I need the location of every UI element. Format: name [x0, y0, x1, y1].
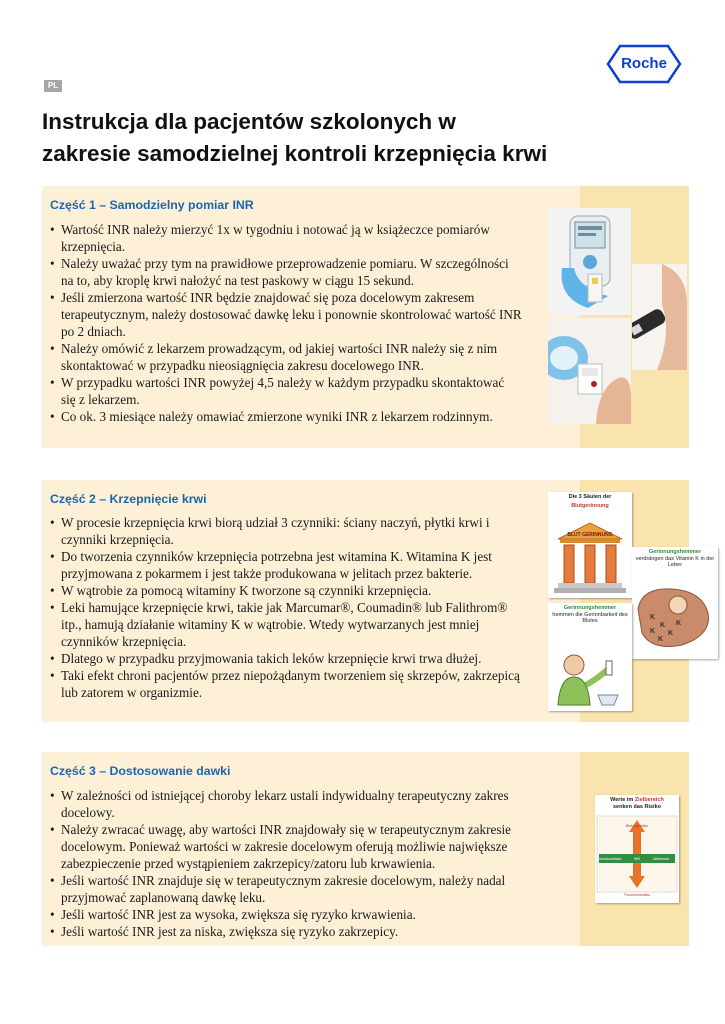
title-line-2: zakresie samodzielnej kontroli krzepnięcia krwi	[42, 141, 548, 166]
section-3-bullets	[50, 787, 565, 940]
pediment-label: BLUT GERINNUNG	[567, 532, 613, 538]
risk-scale-illustration-icon	[595, 810, 679, 898]
section-3	[42, 752, 689, 946]
title-line-1: Instrukcja dla pacjentów szkolonych w	[42, 109, 456, 134]
svg-text:K: K	[660, 621, 666, 629]
svg-text:K: K	[650, 627, 656, 635]
svg-text:K: K	[650, 613, 656, 621]
brochure-target-range	[595, 795, 679, 903]
bullet-item: • Co ok. 3 miesiące należy omawiać zmierzone wyniki INR z lekarzem rodzinnym.	[50, 408, 522, 425]
bottom-risk-label: Thromboserisiko	[623, 893, 651, 897]
patient-illustration-icon	[548, 625, 632, 711]
bullet-item: • Należy zwracać uwagę, aby wartości INR znajdowały się w terapeutycznym zakresie docelowym. Ponieważ wartości w zakresie docelowym oferują możliwie największe zabezpieczenie przed wystąpieniem zakrzepicy/zatoru lub krwawienia.	[50, 821, 565, 872]
section-1-bullets	[50, 221, 522, 425]
brochure-subtitle: verdrängen das Vitamin K in der Leber	[635, 555, 715, 568]
roche-logo	[606, 44, 682, 84]
section-3-title: Część 3 – Dostosowanie dawki	[50, 764, 231, 778]
bullet-item: • Leki hamujące krzepnięcie krwi, takie jak Marcumar®, Coumadin® lub Falithrom® itp., hamują działanie witaminy K w wątrobie. Wtedy wytwarzanych jest mniej czynników krzepnięcia.	[50, 599, 520, 650]
bullet-item: • Taki efekt chroni pacjentów przez niepożądanym tworzeniem się skrzepów, zakrzepicą lub zatorem w organizmie.	[50, 667, 520, 701]
language-badge: PL	[44, 80, 62, 92]
brochure-title: Gerinnungshemmer	[563, 605, 617, 611]
brochure-title: Die 3 Säulen der	[568, 494, 612, 500]
brochure-title: Gerinnungshemmer	[648, 549, 702, 555]
section-1-title: Część 1 – Samodzielny pomiar INR	[50, 198, 254, 212]
bullet-item: • Do tworzenia czynników krzepnięcia potrzebna jest witamina K. Witamina K jest przyjmowana z pokarmem i jest także produkowana w jelitach przez bakterie.	[50, 548, 520, 582]
brochure-three-pillars	[548, 492, 632, 598]
inr-meter-photo	[548, 208, 631, 315]
section-2-title: Część 2 – Krzepnięcie krwi	[50, 492, 207, 506]
brochure-title-highlight: Blutgerinnung	[571, 502, 609, 509]
bullet-item: • Jeśli zmierzona wartość INR będzie znajdować się poza docelowym zakresem terapeutycznym, należy dostosować dawkę leku i ponownie skontrolować wartość INR po 2 dniach.	[50, 289, 522, 340]
brochure-title-highlight: Zielbereich	[634, 797, 664, 803]
section-2-bullets	[50, 514, 520, 701]
bullet-item: • Dlatego w przypadku przyjmowania takich leków krzepnięcie krwi trwa dłużej.	[50, 650, 520, 667]
bullet-item: • W przypadku wartości INR powyżej 4,5 należy w każdym przypadku skontaktować się z lekarzem.	[50, 374, 522, 408]
lancet-photo	[632, 264, 687, 370]
bullet-item: • Wartość INR należy mierzyć 1x w tygodniu i notować ją w książeczce pomiarów krzepnięcia.	[50, 221, 522, 255]
svg-text:K: K	[668, 629, 674, 637]
bullet-item: • Jeśli wartość INR jest za niska, zwiększa się ryzyko zakrzepicy.	[50, 923, 565, 940]
svg-text:K: K	[676, 619, 682, 627]
logo-text: Roche	[621, 55, 667, 72]
bullet-item: • Jeśli wartość INR jest za wysoka, zwiększa się ryzyko krwawienia.	[50, 906, 565, 923]
bullet-item: • W procesie krzepnięcia krwi biorą udział 3 czynniki: ściany naczyń, płytki krwi i czynniki krzepnięcia.	[50, 514, 520, 548]
middle-label: INR	[634, 857, 640, 861]
temple-illustration-icon	[548, 509, 632, 597]
top-risk-label: Blutungsrisiko	[625, 824, 649, 828]
svg-text:K: K	[658, 635, 664, 643]
blood-drop-photo	[548, 318, 631, 424]
brochure-title-prefix: Werte im	[610, 797, 634, 803]
bullet-item: • Jeśli wartość INR znajduje się w terapeutycznym zakresie docelowym, należy nadal przyjmować zaplanowaną dawkę leku.	[50, 872, 565, 906]
brochure-subtitle: hemmen die Gerinnbarkeit des Blutes	[552, 611, 628, 624]
bullet-item: • Należy omówić z lekarzem prowadzącym, od jakiej wartości INR należy się z nim skontaktować w przypadku nieosiągnięcia zakresu docelowego INR.	[50, 340, 522, 374]
brochure-title	[595, 795, 679, 804]
bullet-item: • W zależności od istniejącej choroby lekarz ustali indywidualny terapeutyczny zakres docelowy.	[50, 787, 565, 821]
left-risk-label: Thromboserisiko	[596, 857, 622, 861]
right-label: Zielbereich	[652, 857, 670, 861]
page-title	[42, 106, 662, 170]
bullet-item: • W wątrobie za pomocą witaminy K tworzone są czynniki krzepnięcia.	[50, 582, 520, 599]
brochure-subtitle: senken das Risiko	[613, 803, 661, 810]
bullet-item: • Należy uważać przy tym na prawidłowe przeprowadzenie pomiaru. W szczególności na to, aby kroplę krwi nałożyć na test paskowy w ciągu 15 sekund.	[50, 255, 522, 289]
liver-illustration-icon	[632, 569, 718, 660]
brochure-anticoagulants	[548, 603, 632, 711]
brochure-vitamin-k	[632, 547, 718, 659]
